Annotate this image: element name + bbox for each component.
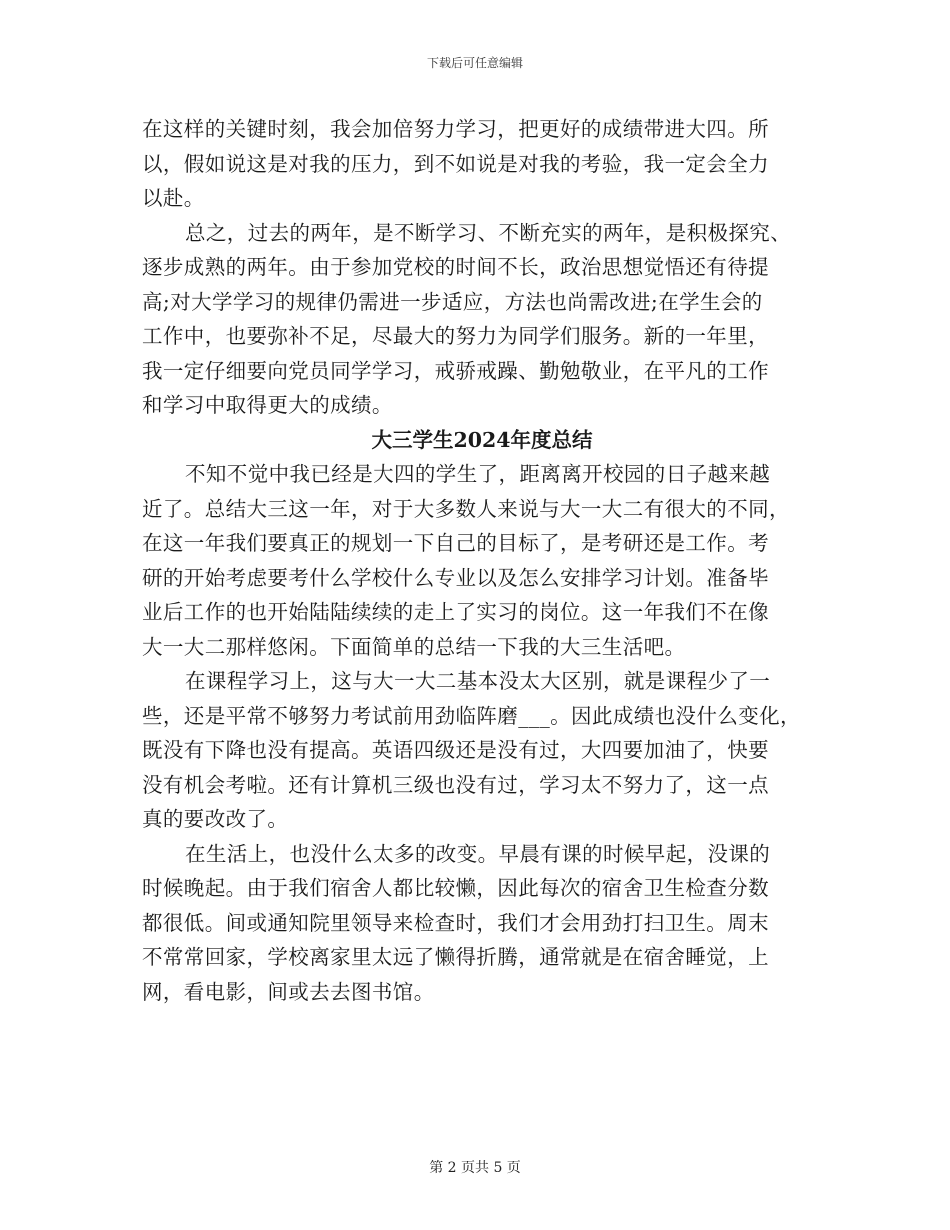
- page-header: 下载后可任意编辑: [426, 56, 523, 70]
- text-line: 研的开始考虑要考什么学校什么专业以及怎么安排学习计划。准备毕: [142, 565, 769, 590]
- text-line: 我一定仔细要向党员同学学习，戒骄戒躁、勤勉敬业，在平凡的工作: [142, 358, 769, 383]
- text-line: 不知不觉中我已经是大四的学生了，距离离开校园的日子越来越: [185, 462, 771, 486]
- text-line: 大一大二那样悠闲。下面简单的总结一下我的大三生活吧。: [142, 634, 686, 659]
- paragraph: [142, 112, 822, 216]
- text-line: 工作中，也要弥补不足，尽最大的努力为同学们服务。新的一年里，: [142, 324, 769, 348]
- paragraphs-before-title: [142, 112, 822, 423]
- text-line: 在这一年我们要真正的规划一下自己的目标了，是考研还是工作。考: [142, 531, 769, 555]
- text-line: 既没有下降也没有提高。英语四级还是没有过，大四要加油了，快要: [142, 738, 769, 762]
- text-line: 在生活上，也没什么太多的改变。早晨有课的时候早起，没课的: [185, 841, 771, 866]
- text-line: 都很低。间或通知院里领导来检查时，我们才会用劲打扫卫生。周末: [142, 910, 769, 935]
- text-line: 真的要改改了。: [142, 807, 289, 831]
- text-line: 总之，过去的两年，是不断学习、不断充实的两年，是积极探究、: [185, 220, 792, 245]
- text-line: 网，看电影，间或去去图书馆。: [142, 979, 435, 1004]
- paragraph: [142, 837, 822, 1010]
- text-line: 以，假如说这是对我的压力，到不如说是对我的考验，我一定会全力: [142, 151, 769, 176]
- text-line: 在这样的关键时刻，我会加倍努力学习，把更好的成绩带进大四。所: [142, 117, 769, 141]
- text-line: 些，还是平常不够努力考试前用劲临阵磨___。因此成绩也没什么变化，: [142, 703, 801, 728]
- paragraph: [142, 216, 822, 423]
- document-body: [142, 112, 822, 1009]
- text-line: 没有机会考啦。还有计算机三级也没有过，学习太不努力了，这一点: [142, 772, 769, 797]
- text-line: 不常常回家，学校离家里太远了懒得折腾，通常就是在宿舍睡觉，上: [142, 945, 769, 969]
- text-line: 和学习中取得更大的成绩。: [142, 393, 393, 417]
- paragraph: [142, 457, 822, 664]
- text-line: 时候晚起。由于我们宿舍人都比较懒，因此每次的宿舍卫生检查分数: [142, 876, 769, 900]
- page-footer: 第 2 页共 5 页: [429, 1160, 521, 1176]
- text-line: 在课程学习上，这与大一大二基本没太大区别，就是课程少了一: [185, 669, 771, 693]
- text-line: 逐步成熟的两年。由于参加党校的时间不长，政治思想觉悟还有待提: [142, 255, 769, 279]
- text-line: 业后工作的也开始陆陆续续的走上了实习的岗位。这一年我们不在像: [142, 600, 769, 624]
- text-line: 高;对大学学习的规律仍需进一步适应，方法也尚需改进;在学生会的: [142, 289, 763, 314]
- section-title: 大三学生2024年度总结: [371, 427, 593, 452]
- text-line: 近了。总结大三这一年，对于大多数人来说与大一大二有很大的不同，: [142, 496, 790, 521]
- text-line: 以赴。: [142, 186, 205, 210]
- paragraph: [142, 664, 822, 837]
- paragraphs-after-title: [142, 457, 822, 1009]
